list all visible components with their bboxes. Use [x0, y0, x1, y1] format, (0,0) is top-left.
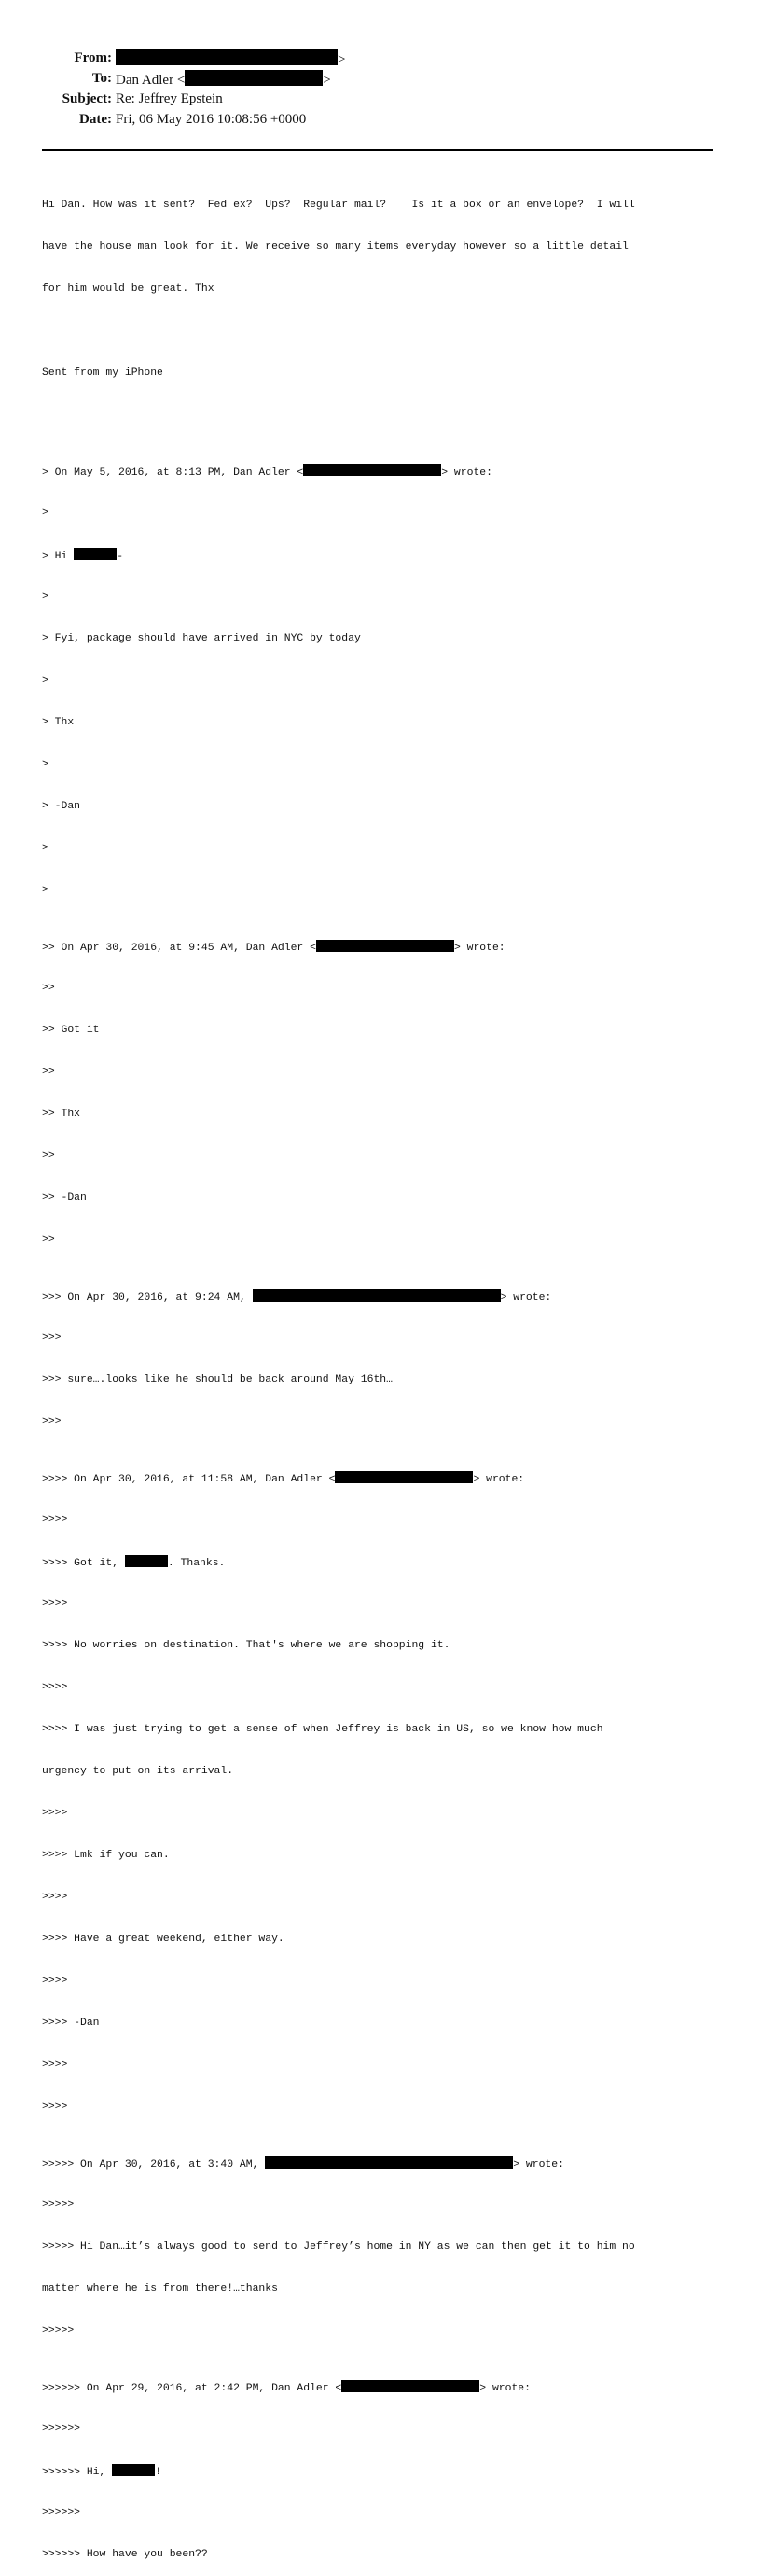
wrote-text: > wrote: — [500, 1292, 552, 1303]
wrote-text: > wrote: — [441, 467, 492, 478]
quote-line: >>>> Have a great weekend, either way. — [42, 1934, 284, 1945]
quote-line: > Thx — [42, 717, 75, 728]
close-bracket: > — [338, 52, 346, 67]
quote-line: >>>> — [42, 1598, 68, 1609]
quote-line: > Fyi, package should have arrived in NYC by today — [42, 633, 361, 644]
greeting-punct: ! — [155, 2467, 162, 2478]
subject-row — [0, 90, 761, 111]
redaction-box — [253, 1289, 501, 1302]
quote-line: >>>>> — [42, 2199, 75, 2211]
quote-text: >>>> Got it, — [42, 1558, 125, 1569]
email-body — [42, 171, 732, 2576]
quote-line: >>>> — [42, 2101, 68, 2113]
quote-line — [42, 1555, 732, 1569]
quote-line: >>>> — [42, 1976, 68, 1987]
header-divider — [42, 149, 713, 151]
quote-header-text: >>> On Apr 30, 2016, at 9:24 AM, — [42, 1292, 253, 1303]
quote-header — [42, 1471, 732, 1485]
close-bracket: > — [323, 73, 331, 88]
quote-line: >>>>>> — [42, 2423, 81, 2434]
quote-line: >> — [42, 983, 55, 994]
quote-line: >>>> — [42, 1808, 68, 1819]
date-value: Fri, 06 May 2016 10:08:56 +0000 — [116, 112, 307, 127]
quote-line: matter where he is from there!…thanks — [42, 2283, 278, 2294]
greeting-text: >>>>>> Hi, — [42, 2467, 113, 2478]
quote-text: . Thanks. — [167, 1558, 226, 1569]
quote-header-text: > On May 5, 2016, at 8:13 PM, Dan Adler < — [42, 467, 304, 478]
to-value — [116, 70, 331, 90]
redaction-box — [116, 49, 338, 65]
from-row — [0, 49, 761, 70]
quote-line: >>>> — [42, 1892, 68, 1903]
quote-header-text: >> On Apr 30, 2016, at 9:45 AM, Dan Adler < — [42, 943, 316, 954]
quote-line: >> — [42, 1234, 55, 1246]
quote-header — [42, 2380, 732, 2394]
quote-line: >>> — [42, 1332, 62, 1343]
quote-line — [42, 548, 732, 562]
sent-from: Sent from my iPhone — [42, 367, 163, 379]
redaction-box — [303, 464, 441, 476]
quote-line: >>>> — [42, 1682, 68, 1693]
redaction-box — [341, 2380, 479, 2392]
quote-header — [42, 1289, 732, 1303]
redaction-box — [316, 940, 454, 952]
quote-line: > — [42, 591, 48, 602]
body-line: have the house man look for it. We receive so many items everyday however so a little detail — [42, 241, 629, 253]
redaction-box — [335, 1471, 473, 1483]
wrote-text: > wrote: — [473, 1474, 525, 1485]
to-name: Dan Adler < — [116, 73, 186, 88]
wrote-text: > wrote: — [453, 943, 505, 954]
quote-line: > -Dan — [42, 801, 81, 812]
redaction-box — [125, 1555, 168, 1567]
date-label: Date: — [79, 112, 112, 127]
to-label: To: — [91, 71, 112, 86]
blank-line — [42, 408, 732, 422]
quote-line: >>>>>> — [42, 2507, 81, 2518]
quote-line: >>>>>> How have you been?? — [42, 2549, 208, 2560]
quote-line: >>> — [42, 1416, 62, 1427]
body-line: Hi Dan. How was it sent? Fed ex? Ups? Regular mail? Is it a box or an envelope? I will — [42, 200, 635, 211]
to-row — [0, 70, 761, 90]
quote-header — [42, 2156, 732, 2170]
quote-line: >>>> I was just trying to get a sense of when Jeffrey is back in US, so we know how much — [42, 1724, 603, 1735]
quote-line: >>>> Lmk if you can. — [42, 1850, 170, 1861]
quote-line: >>>>> Hi Dan…it’s always good to send to Jeffrey’s home in NY as we can then get it to him no — [42, 2241, 635, 2252]
quote-line: >>>> No worries on destination. That's where we are shopping it. — [42, 1640, 450, 1651]
body-line: for him would be great. Thx — [42, 283, 214, 295]
quote-line: >> -Dan — [42, 1192, 87, 1204]
quote-line: > — [42, 507, 48, 518]
quote-line: > — [42, 843, 48, 854]
quote-line: >>>> — [42, 2059, 68, 2071]
blank-line — [42, 324, 732, 338]
quote-line: >> — [42, 1150, 55, 1162]
quote-line: > — [42, 759, 48, 770]
email-header — [0, 49, 761, 131]
wrote-text: > wrote: — [479, 2383, 531, 2394]
redaction-box — [185, 70, 323, 86]
quote-header — [42, 940, 732, 954]
redaction-box — [74, 548, 117, 560]
quote-header-text: >>>>> On Apr 30, 2016, at 3:40 AM, — [42, 2159, 266, 2170]
quote-line — [42, 2464, 732, 2478]
quote-header-text: >>>>>> On Apr 29, 2016, at 2:42 PM, Dan Adler < — [42, 2383, 342, 2394]
quote-line: > — [42, 675, 48, 686]
redaction-box — [265, 2156, 513, 2169]
greeting-dash: - — [117, 551, 124, 562]
greeting-text: > Hi — [42, 551, 75, 562]
quote-line: >> — [42, 1067, 55, 1078]
quote-line: > — [42, 885, 48, 896]
subject-label: Subject: — [62, 91, 112, 106]
quote-line: urgency to put on its arrival. — [42, 1766, 234, 1777]
redaction-box — [112, 2464, 155, 2476]
wrote-text: > wrote: — [513, 2159, 564, 2170]
quote-line: >>>>> — [42, 2325, 75, 2336]
quote-header — [42, 464, 732, 478]
quote-line: >> Thx — [42, 1109, 81, 1120]
quote-line: >>>> -Dan — [42, 2018, 100, 2029]
quote-header-text: >>>> On Apr 30, 2016, at 11:58 AM, Dan Adler < — [42, 1474, 336, 1485]
quote-line: >> Got it — [42, 1025, 100, 1036]
subject-value: Re: Jeffrey Epstein — [116, 91, 223, 106]
from-value — [116, 49, 345, 69]
quote-line: >>>> — [42, 1514, 68, 1525]
date-row — [0, 111, 761, 131]
quote-line: >>> sure….looks like he should be back around May 16th… — [42, 1374, 393, 1385]
from-label: From: — [74, 50, 112, 65]
